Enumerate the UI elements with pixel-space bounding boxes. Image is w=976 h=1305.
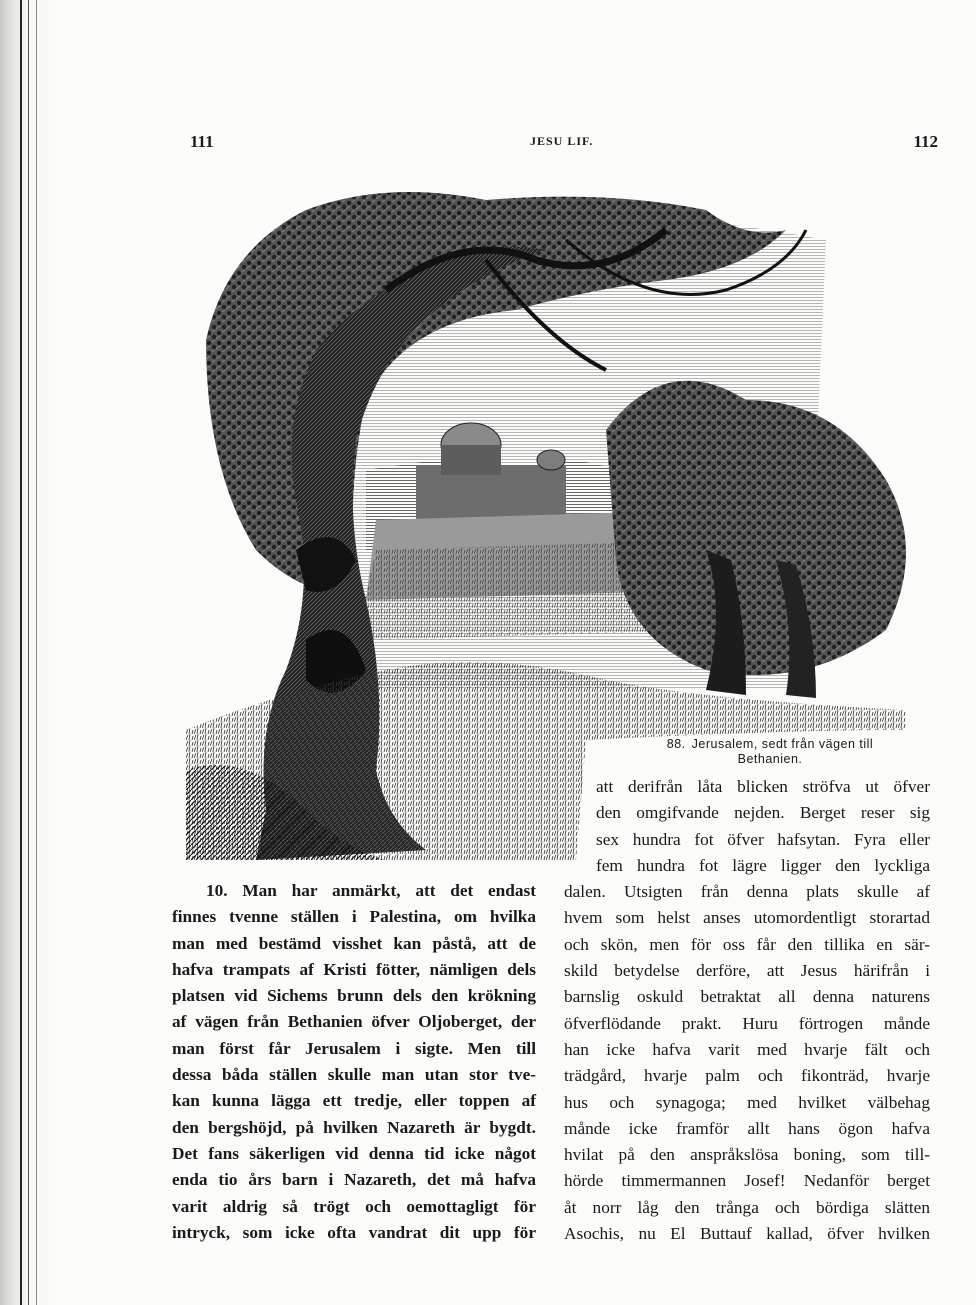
running-title: JESU LIF. — [530, 134, 594, 148]
figure-caption — [600, 737, 940, 767]
text-line: den bergshöjd, på hvilken Nazareth är bygdt. — [172, 1117, 536, 1137]
text-line: enda tio års barn i Nazareth, det må hafva — [172, 1170, 536, 1190]
text-line: intryck, som icke ofta vandrat dit upp för — [172, 1222, 536, 1242]
figure-number: 88. — [666, 737, 686, 751]
text-line: sex hundra fot öfver hafsytan. Fyra eller — [596, 829, 930, 849]
text-line: månde icke framför allt hans ögon hafva — [564, 1118, 930, 1138]
caption-line: Jerusalem, sedt från vägen till — [691, 737, 874, 751]
text-line: af vägen från Bethanien öfver Oljoberget, der — [172, 1012, 536, 1032]
text-line: dessa båda ställen skulle man utan stor tve- — [172, 1065, 536, 1085]
text-line: den omgifvande nejden. Berget reser sig — [596, 803, 930, 823]
text-line: 10. Man har anmärkt, att det endast — [206, 881, 536, 900]
text-line: hafva trampats af Kristi fötter, nämligen dels — [172, 959, 536, 979]
text-column-right — [564, 774, 930, 1247]
text-line: skild betydelse derföre, att Jesus härifrån i — [564, 961, 930, 981]
text-column-left — [172, 878, 536, 1246]
text-line: hvem som helst anses utomordentligt storartad — [564, 908, 930, 928]
text-line: han icke hafva varit med hvarje fält och — [564, 1039, 930, 1059]
caption-line: Bethanien. — [737, 752, 803, 766]
page-number-right: 112 — [913, 132, 938, 151]
text-line: åt norr låg den trånga och bördiga slätten — [564, 1197, 930, 1217]
text-line: hörde timmermannen Josef! Nedanför berget — [564, 1171, 930, 1191]
text-line: hus och synagoga; med hvilket välbehag — [564, 1092, 930, 1112]
text-line: finnes tvenne ställen i Palestina, om hvilka — [172, 907, 536, 927]
text-line: att derifrån låta blicken ströfva ut öfver — [596, 777, 930, 796]
binding-line — [36, 0, 37, 1305]
text-line: fem hundra fot lägre ligger den lyckliga — [596, 855, 930, 875]
page-header — [190, 132, 938, 156]
binding-shadow — [0, 0, 58, 1305]
text-line: öfverflödande prakt. Huru förtrogen månde — [564, 1013, 930, 1033]
text-line: platsen vid Sichems brunn dels den krökning — [172, 986, 536, 1006]
text-line: varit aldrig så trögt och oemottagligt för — [172, 1196, 536, 1216]
text-line: hvilat på den anspråkslösa boning, som till- — [564, 1145, 930, 1165]
text-line: barnslig oskuld betraktat all denna naturens — [564, 987, 930, 1007]
text-line: dalen. Utsigten från denna plats skulle af — [564, 882, 930, 902]
text-line: kan kunna lägga ett tredje, eller toppen af — [172, 1091, 536, 1111]
text-line: Det fans säkerligen vid denna tid icke något — [172, 1143, 536, 1163]
binding-line — [20, 0, 22, 1305]
text-line: trädgård, hvarje palm och fikonträd, hvarje — [564, 1066, 930, 1086]
binding-line — [28, 0, 29, 1305]
text-line: och skön, men för oss får den tillika en sär- — [564, 934, 930, 954]
text-line: Asochis, nu El Buttauf kallad, öfver hvilken — [564, 1224, 930, 1244]
page-number-left: 111 — [190, 132, 214, 151]
text-line: man först får Jerusalem i sigte. Men till — [172, 1038, 536, 1058]
text-line: man med bestämd visshet kan påstå, att de — [172, 933, 536, 953]
